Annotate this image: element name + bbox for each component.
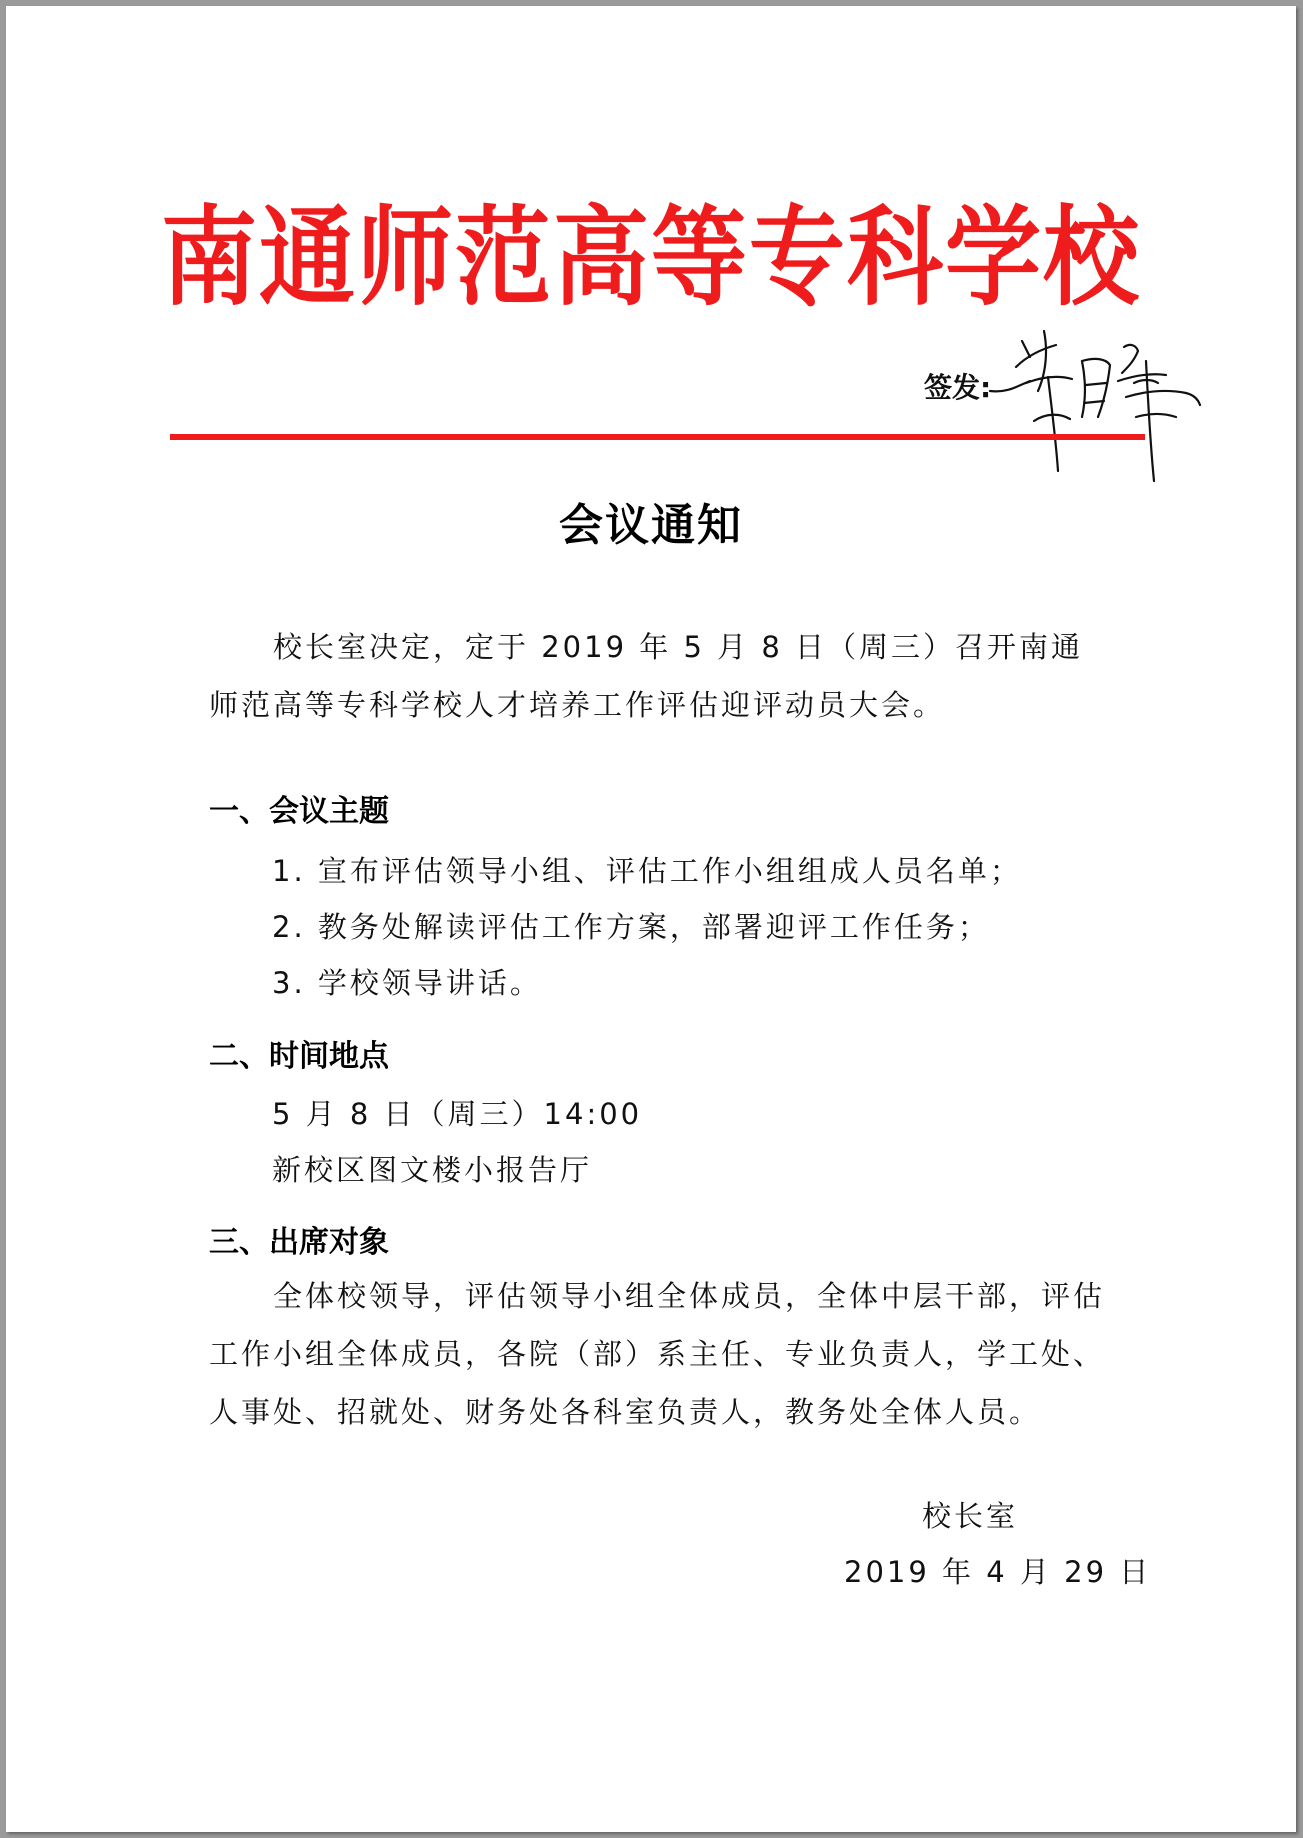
- red-divider-rule: [170, 434, 1145, 440]
- section-heading-time-place: 二、时间地点: [209, 1039, 389, 1074]
- section-heading-topic: 一、会议主题: [209, 794, 389, 829]
- topic-item: 1. 宣布评估领导小组、评估工作小组组成人员名单；: [272, 854, 1022, 888]
- letterhead-school-name: 南通师范高等专科学校: [161, 193, 1141, 321]
- intro-paragraph: 校长室决定，定于 2019 年 5 月 8 日（周三）召开南通师范高等专科学校人才培养工作评估迎评动员大会。: [209, 630, 1084, 722]
- document-title: 会议通知: [559, 500, 743, 551]
- signoff-date: 2019 年 4 月 29 日: [844, 1555, 1152, 1589]
- issuer-label: 签发:: [924, 371, 992, 404]
- section-heading-attendees: 三、出席对象: [209, 1225, 389, 1260]
- meeting-time: 5 月 8 日（周三）14:00: [272, 1097, 643, 1131]
- meeting-location: 新校区图文楼小报告厅: [272, 1153, 593, 1187]
- document-page: [6, 6, 1296, 1832]
- handwritten-signature: [986, 321, 1206, 501]
- topic-item: 2. 教务处解读评估工作方案，部署迎评工作任务；: [272, 910, 990, 944]
- attendees-paragraph: 全体校领导，评估领导小组全体成员，全体中层干部，评估工作小组全体成员，各院（部）系主任、专业负责人，学工处、人事处、招就处、财务处各科室负责人，教务处全体人员。: [209, 1279, 1106, 1429]
- topic-item: 3. 学校领导讲话。: [272, 966, 542, 1000]
- signoff-office: 校长室: [922, 1499, 1019, 1533]
